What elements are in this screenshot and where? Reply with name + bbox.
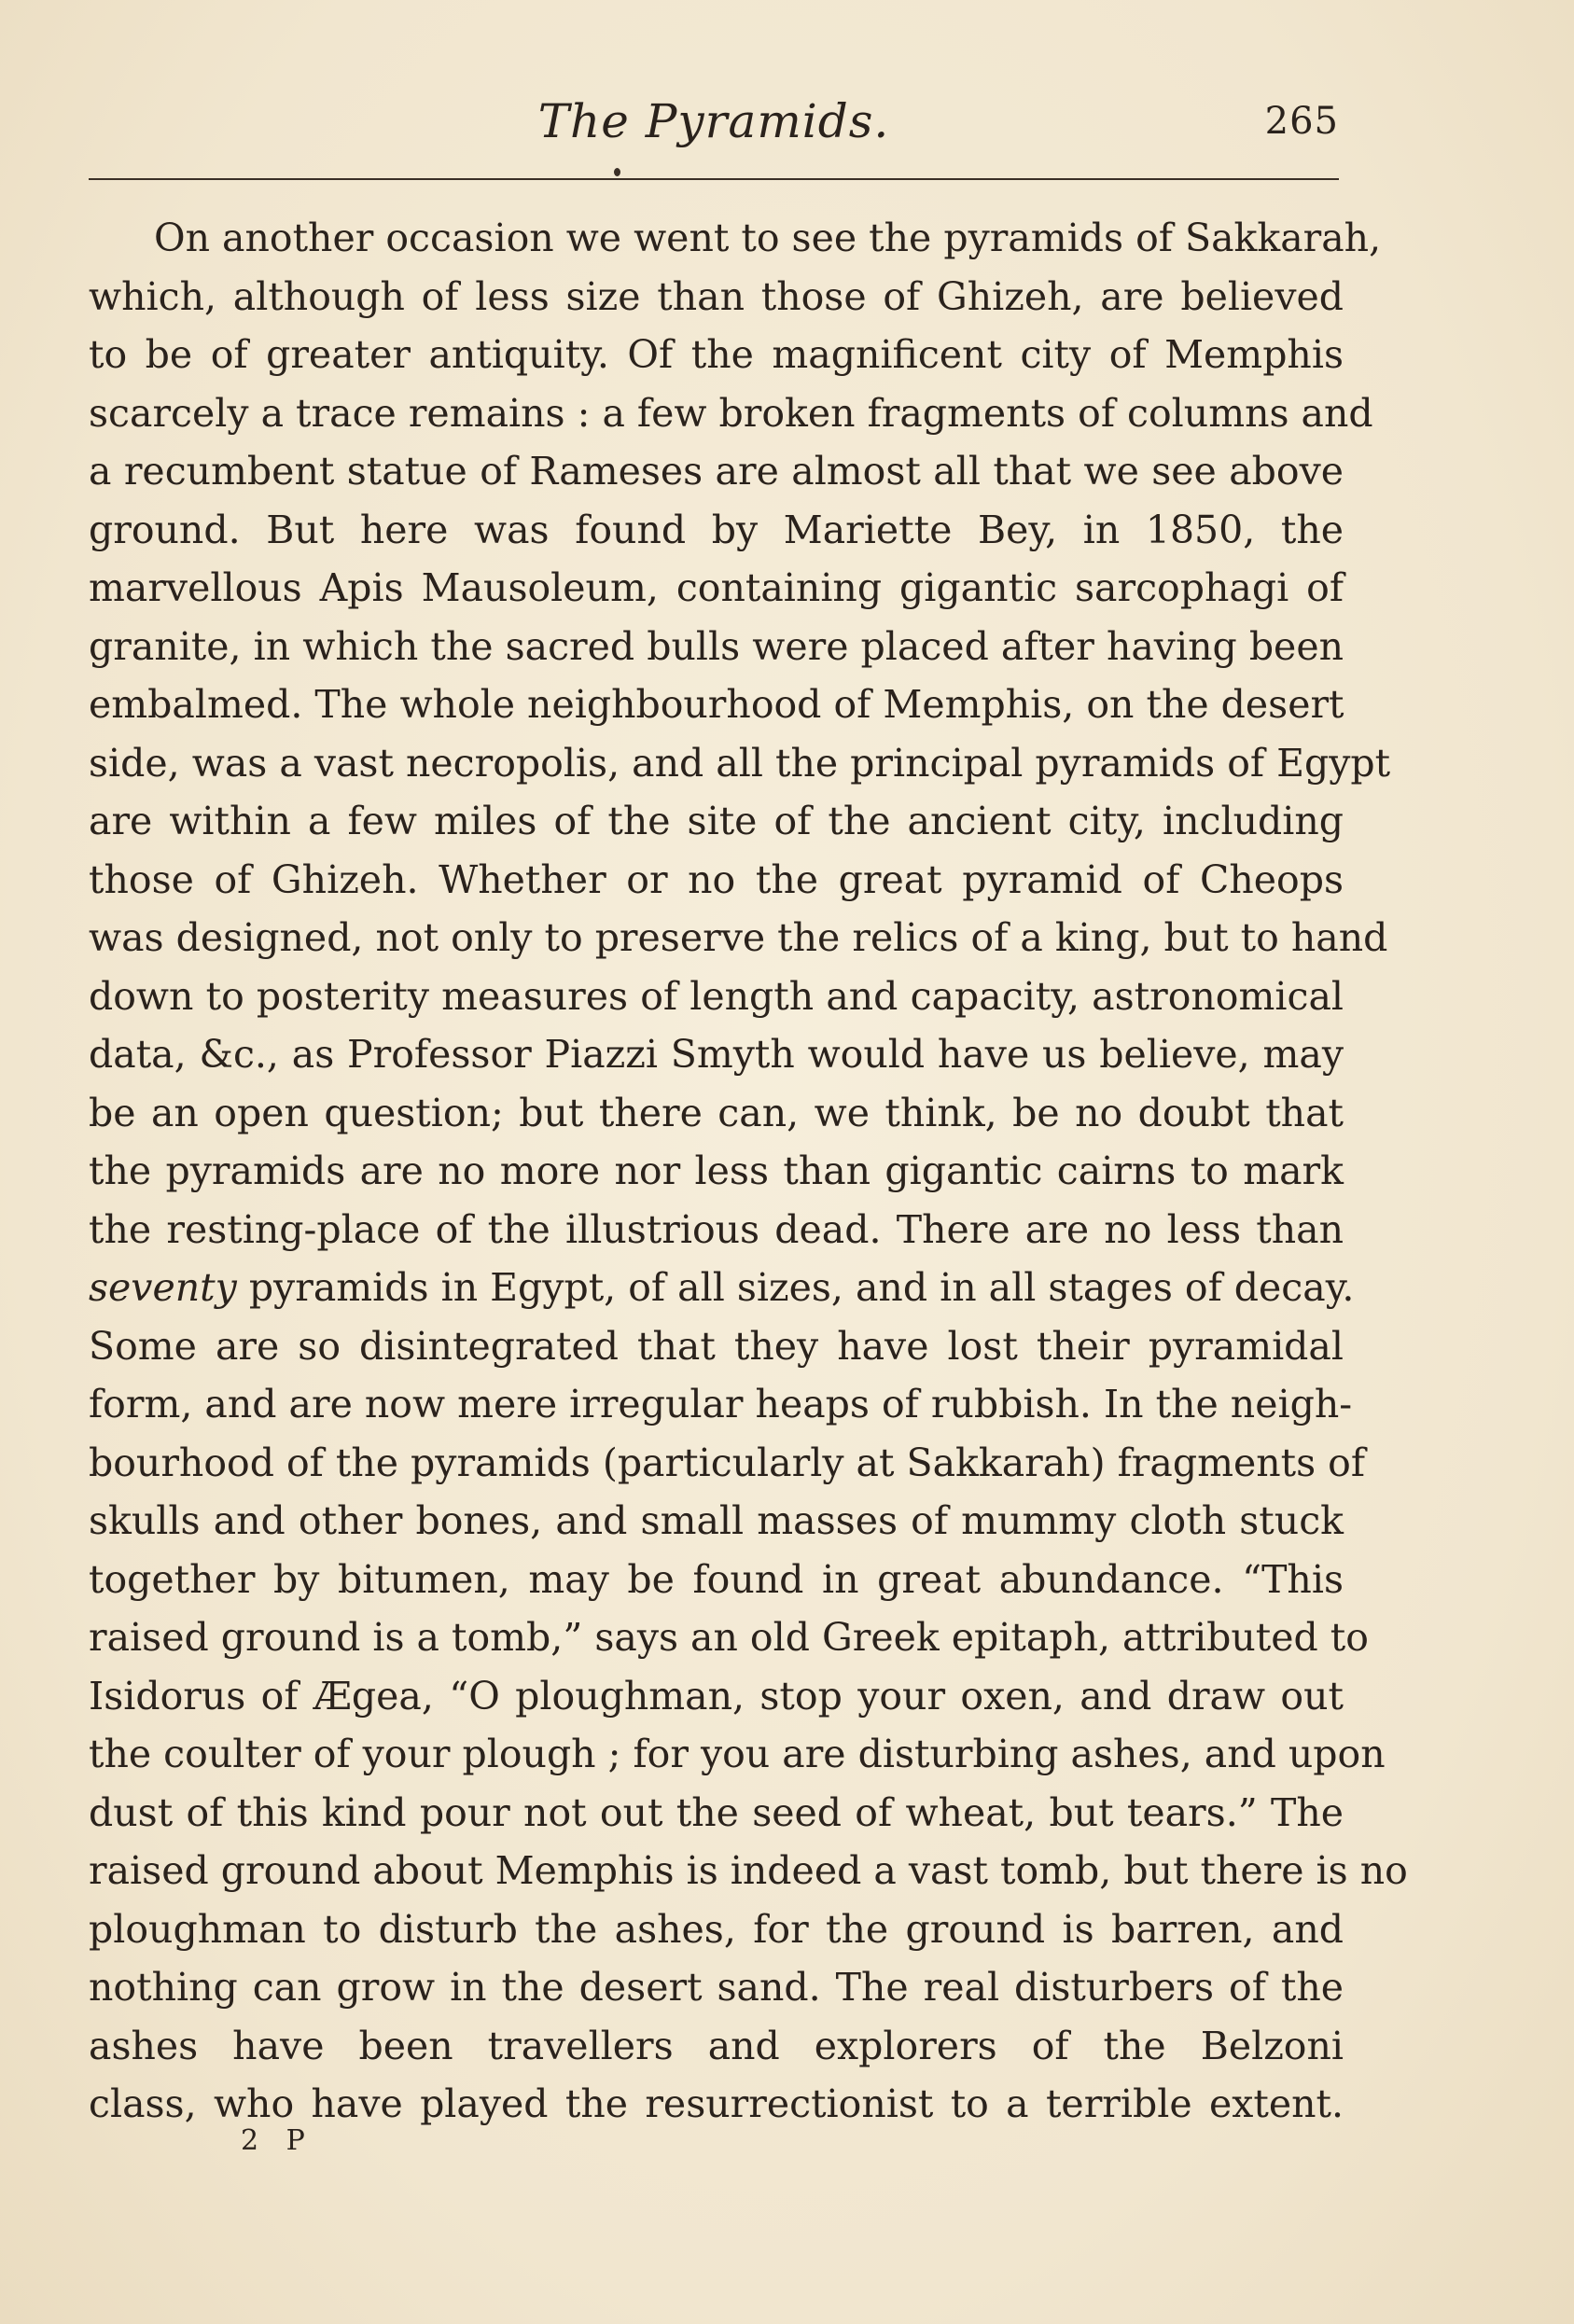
text-line: the pyramids are no more nor less than gigantic cairns to mark (89, 1148, 1344, 1193)
text-line: to be of greater antiquity. Of the magnificent city of Memphis (89, 332, 1344, 377)
text-line: form, and are now mere irregular heaps of rubbish. In the neigh- (89, 1382, 1353, 1426)
italic-word: seventy (89, 1265, 237, 1310)
signature-mark: 2 P (241, 2124, 314, 2157)
text-line: bourhood of the pyramids (particularly at Sakkarah) fragments of (89, 1440, 1366, 1485)
text-line: On another occasion we went to see the pyramids of Sakkarah, (154, 216, 1382, 260)
body-paragraph (89, 209, 1408, 2134)
text-line: are within a few miles of the site of the ancient city, including (89, 799, 1344, 843)
text-line: be an open question; but there can, we think, be no doubt that (89, 1090, 1344, 1135)
header-rule (89, 178, 1339, 180)
text-line: those of Ghizeh. Whether or no the great pyramid of Cheops (89, 856, 1344, 902)
text-line: the resting-place of the illustrious dead. There are no less than (89, 1206, 1344, 1252)
text-line: granite, in which the sacred bulls were placed after having been (89, 623, 1344, 669)
text-line: was designed, not only to preserve the relics of a king, but to hand (89, 915, 1388, 960)
line-remainder: pyramids in Egypt, of all sizes, and in all stages of decay. (236, 1265, 1355, 1310)
text-line: raised ground about Memphis is indeed a vast tomb, but there is no (89, 1848, 1408, 1893)
text-line: nothing can grow in the desert sand. The real disturbers of the (89, 1965, 1344, 2010)
running-title: The Pyramids. (537, 94, 890, 148)
text-line: Some are so disintegrated that they have lost their pyramidal (89, 1323, 1344, 1369)
text-line: marvellous Apis Mausoleum, containing gigantic sarcophagi of (89, 565, 1344, 610)
text-line: Isidorus of Ægea, “O ploughman, stop your oxen, and draw out (89, 1673, 1344, 1719)
text-line: a recumbent statue of Rameses are almost all that we see above (89, 449, 1344, 494)
text-line: which, although of less size than those of Ghizeh, are believed (89, 273, 1344, 319)
text-line: class, who have played the resurrectionist to a terrible extent. (89, 2081, 1344, 2126)
rule-ornament-dot (614, 168, 620, 176)
text-line: data, &c., as Professor Piazzi Smyth would have us believe, may (89, 1032, 1344, 1077)
text-line: embalmed. The whole neighbourhood of Memphis, on the desert (89, 682, 1344, 727)
text-line: ploughman to disturb the ashes, for the ground is barren, and (89, 1906, 1344, 1952)
text-line: down to posterity measures of length and capacity, astronomical (89, 973, 1344, 1019)
text-line: the coulter of your plough ; for you are disturbing ashes, and upon (89, 1732, 1386, 1776)
text-line: side, was a vast necropolis, and all the principal pyramids of Egypt (89, 740, 1391, 786)
page-number: 265 (1264, 100, 1339, 143)
text-line: raised ground is a tomb,” says an old Greek epitaph, attributed to (89, 1615, 1369, 1660)
text-line: together by bitumen, may be found in great abundance. “This (89, 1556, 1344, 1602)
text-line: ground. But here was found by Mariette Bey, in 1850, the (89, 507, 1344, 552)
running-head (89, 89, 1339, 154)
text-line: dust of this kind pour not out the seed of wheat, but tears.” The (89, 1789, 1344, 1835)
text-line: ashes have been travellers and explorers of the Belzoni (89, 2023, 1344, 2068)
text-line: scarcely a trace remains : a few broken fragments of columns and (89, 390, 1373, 436)
text-line: skulls and other bones, and small masses of mummy cloth stuck (89, 1498, 1344, 1543)
text-line (89, 1259, 1355, 1317)
